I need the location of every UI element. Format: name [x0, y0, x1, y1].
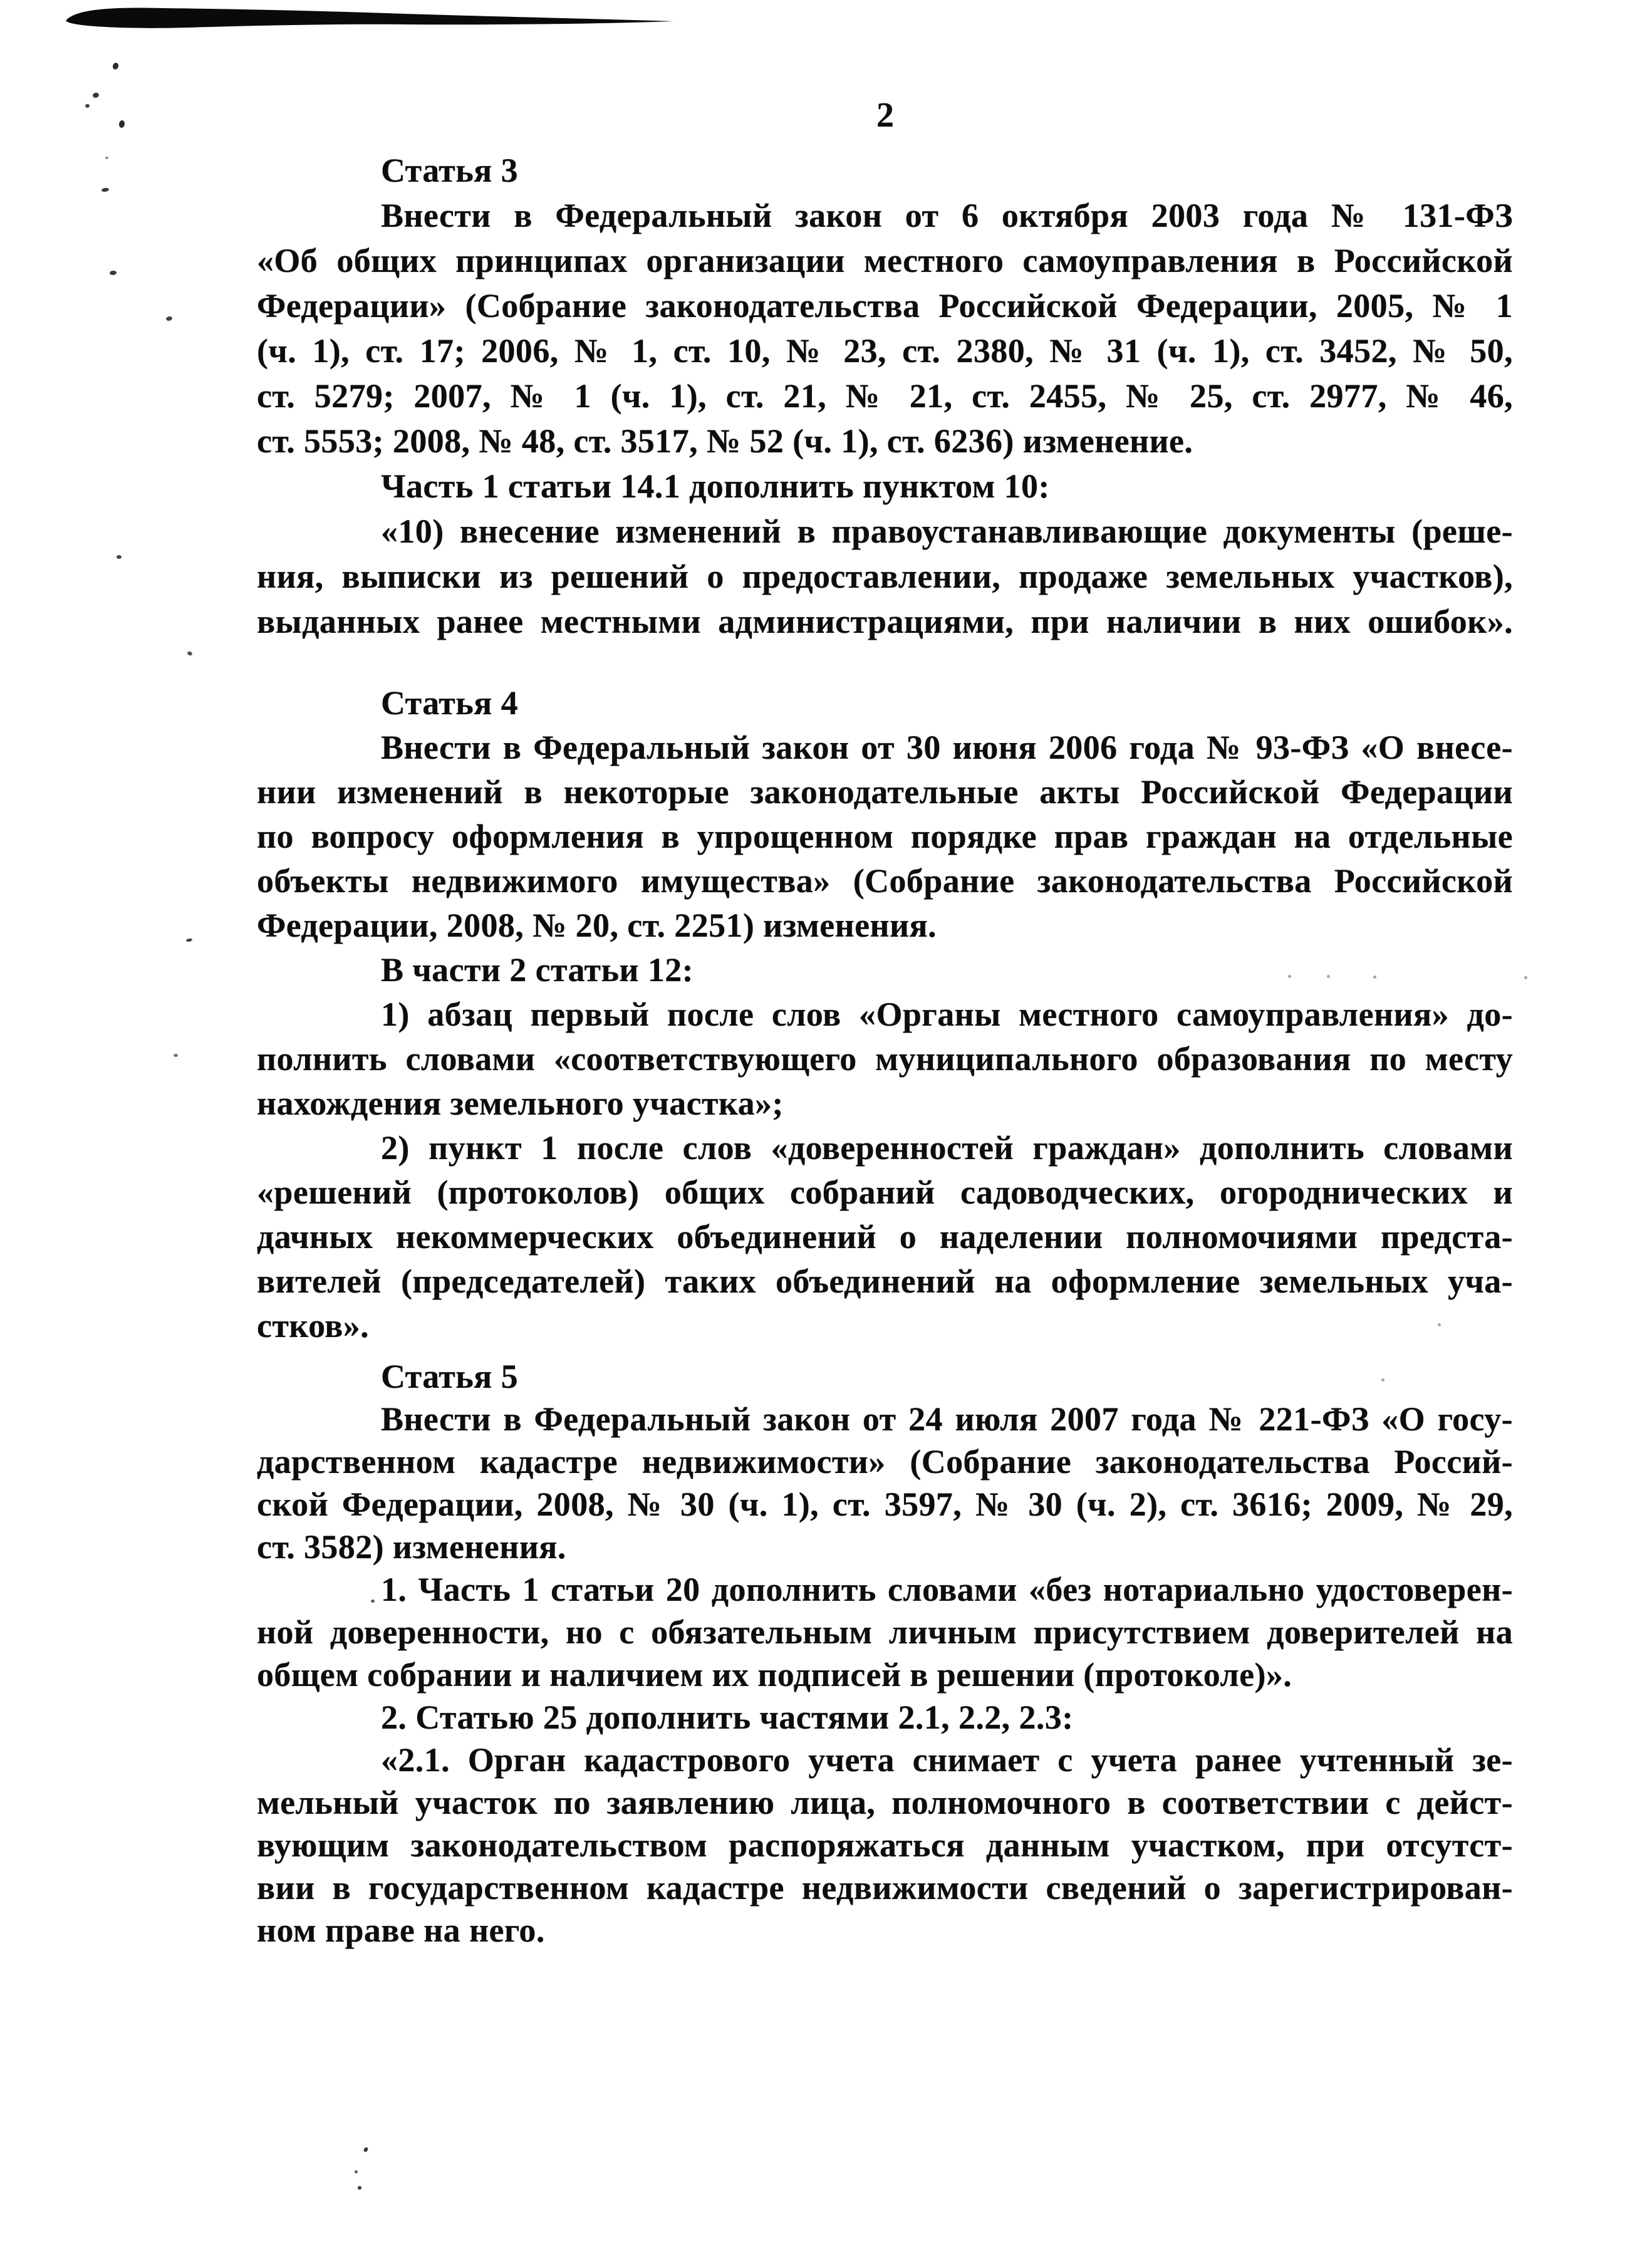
text-line: по вопросу оформления в упрощенном порядке прав граждан на отдельные	[257, 818, 1513, 855]
text-line: ст. 5279; 2007, № 1 (ч. 1), ст. 21, № 21, ст. 2455, № 25, ст. 2977, № 46,	[257, 377, 1513, 415]
ink-speck	[110, 271, 117, 276]
text-line: выданных ранее местными администрациями, при наличии в них ошибок».	[257, 603, 1513, 640]
text-line: 2. Статью 25 дополнить частями 2.1, 2.2, 2.3:	[381, 1699, 1074, 1736]
text-line: общем собрании и наличием их подписей в решении (протоколе)».	[257, 1656, 1292, 1694]
faint-dot	[1327, 975, 1330, 978]
text-line: вителей (председателей) таких объединений на оформление земельных уча-	[257, 1262, 1513, 1300]
ink-speck	[118, 120, 125, 128]
ink-speck	[85, 104, 90, 108]
ink-speck	[105, 157, 108, 159]
text-line: Внести в Федеральный закон от 6 октября 2003 года № 131-ФЗ	[381, 197, 1513, 234]
ink-speck	[363, 2146, 368, 2153]
ink-speck	[165, 316, 172, 321]
text-line: дарственном кадастре недвижимости» (Собрание законодательства Россий-	[257, 1443, 1513, 1480]
ink-speck	[117, 555, 122, 559]
ink-speck	[101, 187, 110, 192]
ink-speck	[186, 938, 193, 942]
ink-speck	[358, 2186, 361, 2190]
faint-dot	[1381, 1378, 1384, 1381]
text-line: ном праве на него.	[257, 1912, 545, 1949]
text-line: «10) внесение изменений в правоустанавливающие документы (реше-	[381, 512, 1513, 550]
text-line: Часть 1 статьи 14.1 дополнить пунктом 10:	[381, 467, 1050, 505]
text-line: ст. 3582) изменения.	[257, 1528, 566, 1566]
text-line: дачных некоммерческих объединений о наделении полномочиями предста-	[257, 1218, 1513, 1256]
text-line: объекты недвижимого имущества» (Собрание законодательства Российской	[257, 862, 1513, 900]
text-line: (ч. 1), ст. 17; 2006, № 1, ст. 10, № 23, ст. 2380, № 31 (ч. 1), ст. 3452, № 50,	[257, 332, 1513, 370]
ink-speck	[371, 1600, 375, 1603]
text-line: Внести в Федеральный закон от 24 июля 2007 года № 221-ФЗ «О госу-	[381, 1400, 1513, 1438]
text-line: Статья 4	[381, 684, 519, 722]
ink-speck	[112, 62, 119, 70]
text-line: ной доверенности, но с обязательным личным присутствием доверителей на	[257, 1613, 1513, 1651]
ink-speck	[92, 92, 100, 98]
text-line: ния, выписки из решений о предоставлении, продаже земельных участков),	[257, 558, 1513, 595]
text-line: Статья 3	[381, 152, 519, 189]
text-line: «Об общих принципах организации местного самоуправления в Российской	[257, 242, 1513, 279]
text-line: вующим законодательством распоряжаться данным участком, при отсутст-	[257, 1826, 1513, 1864]
text-line: Статья 5	[381, 1358, 519, 1395]
text-line: мельный участок по заявлению лица, полномочного в соответствии с дейст-	[257, 1784, 1513, 1821]
text-line: полнить словами «соответствующего муниципального образования по месту	[257, 1040, 1513, 1078]
text-line: ской Федерации, 2008, № 30 (ч. 1), ст. 3597, № 30 (ч. 2), ст. 3616; 2009, № 29,	[257, 1485, 1513, 1523]
text-line: 2) пункт 1 после слов «доверенностей граждан» дополнить словами	[381, 1129, 1513, 1167]
page-number: 2	[876, 96, 894, 135]
text-line: Федерации» (Собрание законодательства Российской Федерации, 2005, № 1	[257, 287, 1513, 325]
text-line: стков».	[257, 1307, 370, 1345]
faint-dot	[1438, 1323, 1441, 1326]
ink-speck	[174, 1054, 178, 1057]
text-line: Федерации, 2008, № 20, ст. 2251) изменения.	[257, 907, 937, 944]
text-line: 1) абзац первый после слов «Органы местного самоуправления» до-	[381, 996, 1513, 1033]
text-line: 1. Часть 1 статьи 20 дополнить словами «без нотариально удостоверен-	[381, 1571, 1513, 1608]
text-line: ст. 5553; 2008, № 48, ст. 3517, № 52 (ч. 1), ст. 6236) изменение.	[257, 422, 1193, 460]
faint-dot	[1524, 976, 1527, 979]
text-line: вии в государственном кадастре недвижимости сведений о зарегистрирован-	[257, 1869, 1513, 1907]
text-line: В части 2 статьи 12:	[381, 951, 694, 989]
ink-speck	[355, 2170, 358, 2173]
text-line: «2.1. Орган кадастрового учета снимает с учета ранее учтенный зе-	[381, 1741, 1513, 1779]
faint-dot	[1288, 975, 1291, 978]
faint-dot	[1373, 976, 1376, 979]
text-line: нии изменений в некоторые законодательные акты Российской Федерации	[257, 773, 1513, 811]
ink-smudge	[63, 6, 683, 39]
text-line: Внести в Федеральный закон от 30 июня 2006 года № 93-ФЗ «О внесе-	[381, 729, 1513, 766]
text-line: нахождения земельного участка»;	[257, 1085, 784, 1122]
text-line: «решений (протоколов) общих собраний садоводческих, огороднических и	[257, 1173, 1513, 1211]
ink-speck	[187, 651, 193, 657]
